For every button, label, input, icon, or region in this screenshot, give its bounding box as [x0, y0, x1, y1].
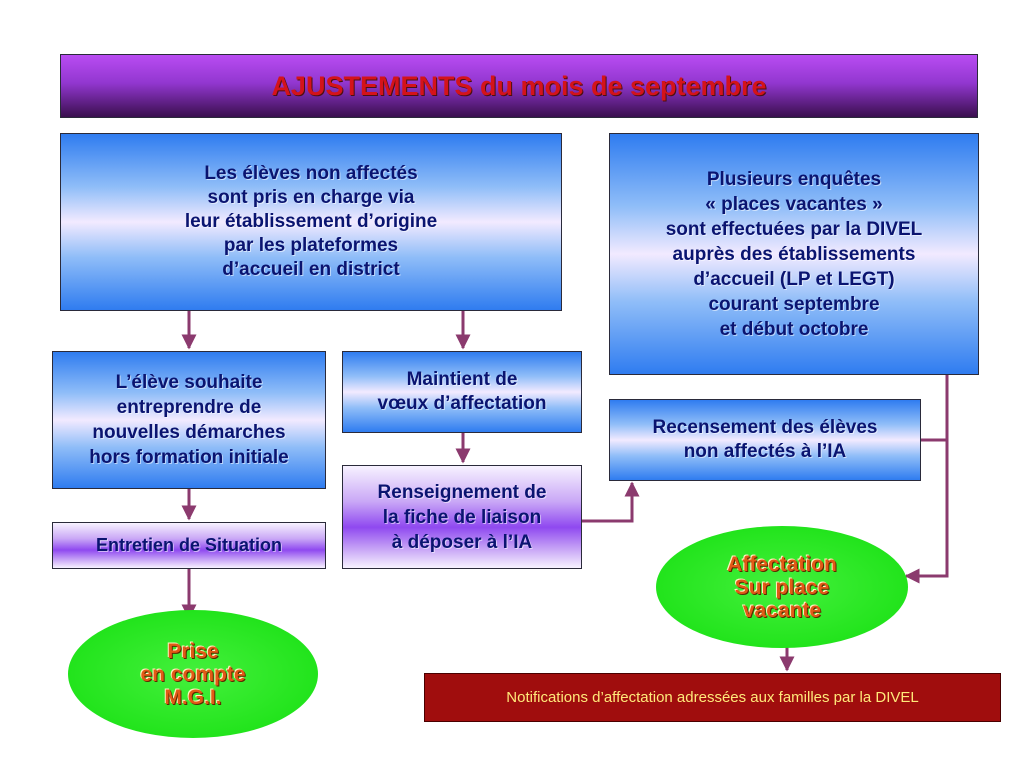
box-nouvelles-demarches: L’élève souhaite entreprendre de nouvelles démarches hors formation initiale [52, 351, 326, 489]
oval-affectation-place-vacante: Affectation Sur place vacante [656, 526, 908, 648]
notification-banner: Notifications d’affectation adressées aux familles par la DIVEL [424, 673, 1001, 722]
page-title: AJUSTEMENTS du mois de septembre [60, 54, 978, 118]
box-non-affectes: Les élèves non affectés sont pris en charge via leur établissement d’origine par les plateformes d’accueil en district [60, 133, 562, 311]
arrow-to-affectation [906, 375, 947, 576]
box-enquetes-places-vacantes: Plusieurs enquêtes « places vacantes » sont effectuées par la DIVEL auprès des établissements d’accueil (LP et LEGT) courant septembre et début octobre [609, 133, 979, 375]
box-recensement: Recensement des élèves non affectés à l’IA [609, 399, 921, 481]
arrow-to-recensement [582, 483, 632, 521]
box-maintient-voeux: Maintient de vœux d’affectation [342, 351, 582, 433]
box-entretien-situation: Entretien de Situation [52, 522, 326, 569]
box-renseignement-fiche: Renseignement de la fiche de liaison à déposer à l’IA [342, 465, 582, 569]
oval-prise-en-compte-mgi: Prise en compte M.G.I. [68, 610, 318, 738]
